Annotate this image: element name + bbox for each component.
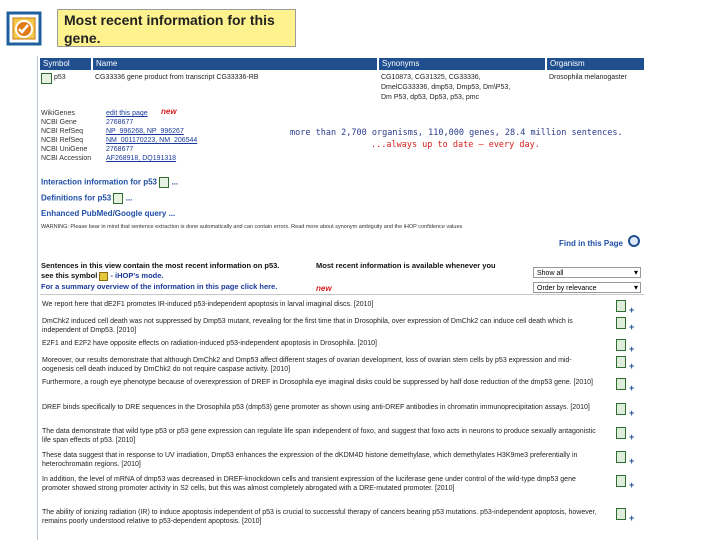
pubmed-icon[interactable] [616,356,626,368]
ncbi-unigene-label: NCBI UniGene [41,146,88,153]
name-value: CG33336 gene product from transcript CG33336-RB [95,74,259,81]
ihop-mode-link[interactable]: - iHOP's mode. [110,271,164,280]
pubmed-icon[interactable] [616,475,626,487]
ncbi-accession-link[interactable]: AF268918, DQ191318 [106,155,177,162]
star-icon [99,272,108,281]
sentence-4-actions[interactable] [616,356,638,371]
definitions-dots: ... [125,193,133,203]
sentence-5: Furthermore, a rough eye phenotype because of overexpression of DREF in Drosophila eye imaginal disks could be suppressed by half dose reduction of the dmp53 gene. [2010] [42,379,593,386]
sentence-8: These data suggest that in response to UV irradiation, Dmp53 enhances the expression of the dKDM4D histone demethylase, which demethylates H3K9me3 preferentially in heterochromatin regions. [2010] [42,452,578,468]
sentence-2: DmChk2 induced cell death was not suppressed by Dmp53 mutant, revealing for the first time that in Drosophila, over expression of DmChk2 can induce cell death which is independent of Dmp53. [2010] [42,318,573,334]
pubmed-icon[interactable] [616,403,626,415]
sentence-5-actions[interactable] [616,378,638,393]
pubmed-icon[interactable] [616,339,626,351]
definitions-link[interactable] [41,193,132,204]
sentence-6: DREF binds specifically to DRE sequences in the Drosophila p53 (dmp53) gene promoter as shown using anti-DREF antibodies in chromatin immunoprecipitation assays. [2010] [42,404,590,411]
edit-page-link[interactable]: edit this page [106,110,148,117]
ncbi-refseq-label-2: NCBI RefSeq [41,137,84,144]
sentence-9-actions[interactable] [616,475,638,490]
add-icon[interactable]: + [629,432,635,442]
sentence-8-actions[interactable] [616,451,638,466]
callout-text: Most recent information for this gene. [64,12,275,46]
show-select[interactable]: Show all ▾ [533,267,641,278]
interaction-icon [159,177,169,188]
sentence-6-actions[interactable] [616,403,638,418]
ncbi-accession-label: NCBI Accession [41,155,92,162]
gene-icon [41,73,52,84]
interaction-link[interactable] [41,177,178,188]
col-synonyms: Synonyms [379,58,545,70]
pubmed-icon[interactable] [616,427,626,439]
sentence-1: We report here that dE2F1 promotes IR-induced p53-independent apoptosis in larval imaginal discs. [2010] [42,301,374,308]
pubmed-icon[interactable] [616,300,626,312]
sentence-10-actions[interactable] [616,508,638,523]
add-icon[interactable]: + [629,513,635,523]
synonyms-line-1: CG10873, CG31325, CG33336, [381,74,481,81]
divider [40,294,644,295]
pubmed-icon[interactable] [616,451,626,463]
enhanced-query-link[interactable]: Enhanced PubMed/Google query ... [41,209,176,218]
add-icon[interactable]: + [629,480,635,490]
find-in-page-link[interactable]: Find in this Page [559,239,624,248]
recent-info-callout [57,9,296,47]
col-name: Name [93,58,377,70]
intro-line-1: Sentences in this view contain the most recent information on p53. [41,261,280,270]
sentence-1-actions[interactable] [616,300,638,315]
sentence-2-actions[interactable] [616,317,638,332]
sentence-7-actions[interactable] [616,427,638,442]
definitions-icon [113,193,123,204]
add-icon[interactable]: + [629,361,635,371]
intro-line-2: Most recent information is available whenever you [316,261,496,270]
interaction-link-text: Interaction information for p53 [41,177,158,187]
promo-line-1: more than 2,700 organisms, 110,000 genes, 28.4 million sentences. [290,128,623,138]
col-symbol: Symbol [40,58,91,70]
definitions-link-text: Definitions for p53 [41,193,112,203]
intro-symbol-text: see this symbol [41,271,98,280]
ncbi-unigene-link[interactable]: 2768677 [106,146,134,153]
order-select[interactable]: Order by relevance ▾ [533,282,641,293]
ihop-gene-icon [5,10,45,48]
intro-line-3 [41,271,164,281]
ncbi-refseq-label: NCBI RefSeq [41,128,84,135]
new-badge: new [161,107,177,116]
ncbi-refseq-link[interactable]: NP_996268, NP_996267 [106,128,184,135]
sentence-3-actions[interactable] [616,339,638,354]
new-badge-2: new [316,284,332,293]
synonyms-line-2: DmelCG33336, dmp53, Dmp53, Dm\P53, [381,84,511,91]
sentence-9: In addition, the level of mRNA of dmp53 was decreased in DREF-knockdown cells and transient expression of the luciferase gene under control of the wild-type dmp53 gene promoter showed strong promoter activity in S2 cells, but this was almost completely abrogated with a DRE-mutated promoter. [2010] [42,476,576,492]
sentence-10: The ability of ionizing radiation (IR) to induce apoptosis independent of p53 is crucial to successful therapy of cancers bearing p53 mutations. p53-independent apoptosis, however, remains poorly understood relative to p53-dependent apoptosis. [2010] [42,509,597,525]
add-icon[interactable]: + [629,344,635,354]
add-icon[interactable]: + [629,305,635,315]
find-icon[interactable] [628,235,640,247]
sentence-3: E2F1 and E2F2 have opposite effects on radiation-induced p53-independent apoptosis in Drosophila. [2010] [42,340,377,347]
symbol-value[interactable]: p53 [54,74,66,81]
interaction-dots: ... [171,177,179,187]
add-icon[interactable]: + [629,322,635,332]
ncbi-gene-label: NCBI Gene [41,119,77,126]
synonyms-line-3: Dm P53, dp53, Dp53, p53, pmc [381,94,480,101]
organism-value: Drosophila melanogaster [549,74,627,81]
pubmed-icon[interactable] [616,317,626,329]
sentence-7: The data demonstrate that wild type p53 or p53 gene expression can regulate life span independent of foxo, and suggest that foxo acts in neurons to produce sexually antagonistic life span effects of p53. [2010] [42,428,596,444]
pubmed-icon[interactable] [616,508,626,520]
sentence-4: Moreover, our results demonstrate that although DmChk2 and Dmp53 affect different stages of ovarian development, loss of ovarian stem cells by p53 expression and mid-oogenesis cell death induced by DmChk2 do not require caspase activity. [2010] [42,357,572,373]
ihop-screenshot [37,56,646,540]
summary-link[interactable]: For a summary overview of the information in this page click here. [41,282,278,291]
col-organism: Organism [547,58,644,70]
pubmed-icon[interactable] [616,378,626,390]
warning-text: WARNING: Please bear in mind that sentence extraction is done automatically and can contain errors. Read more about synonym ambiguity and the iHOP confidence values [41,224,463,230]
promo-line-2: ...always up to date – every day. [371,140,540,150]
add-icon[interactable]: + [629,383,635,393]
ncbi-refseq-link-2[interactable]: NM_001170223, NM_206544 [106,137,198,144]
add-icon[interactable]: + [629,408,635,418]
wikigenes-label: WikiGenes [41,110,75,117]
ncbi-gene-link[interactable]: 2768677 [106,119,134,126]
add-icon[interactable]: + [629,456,635,466]
